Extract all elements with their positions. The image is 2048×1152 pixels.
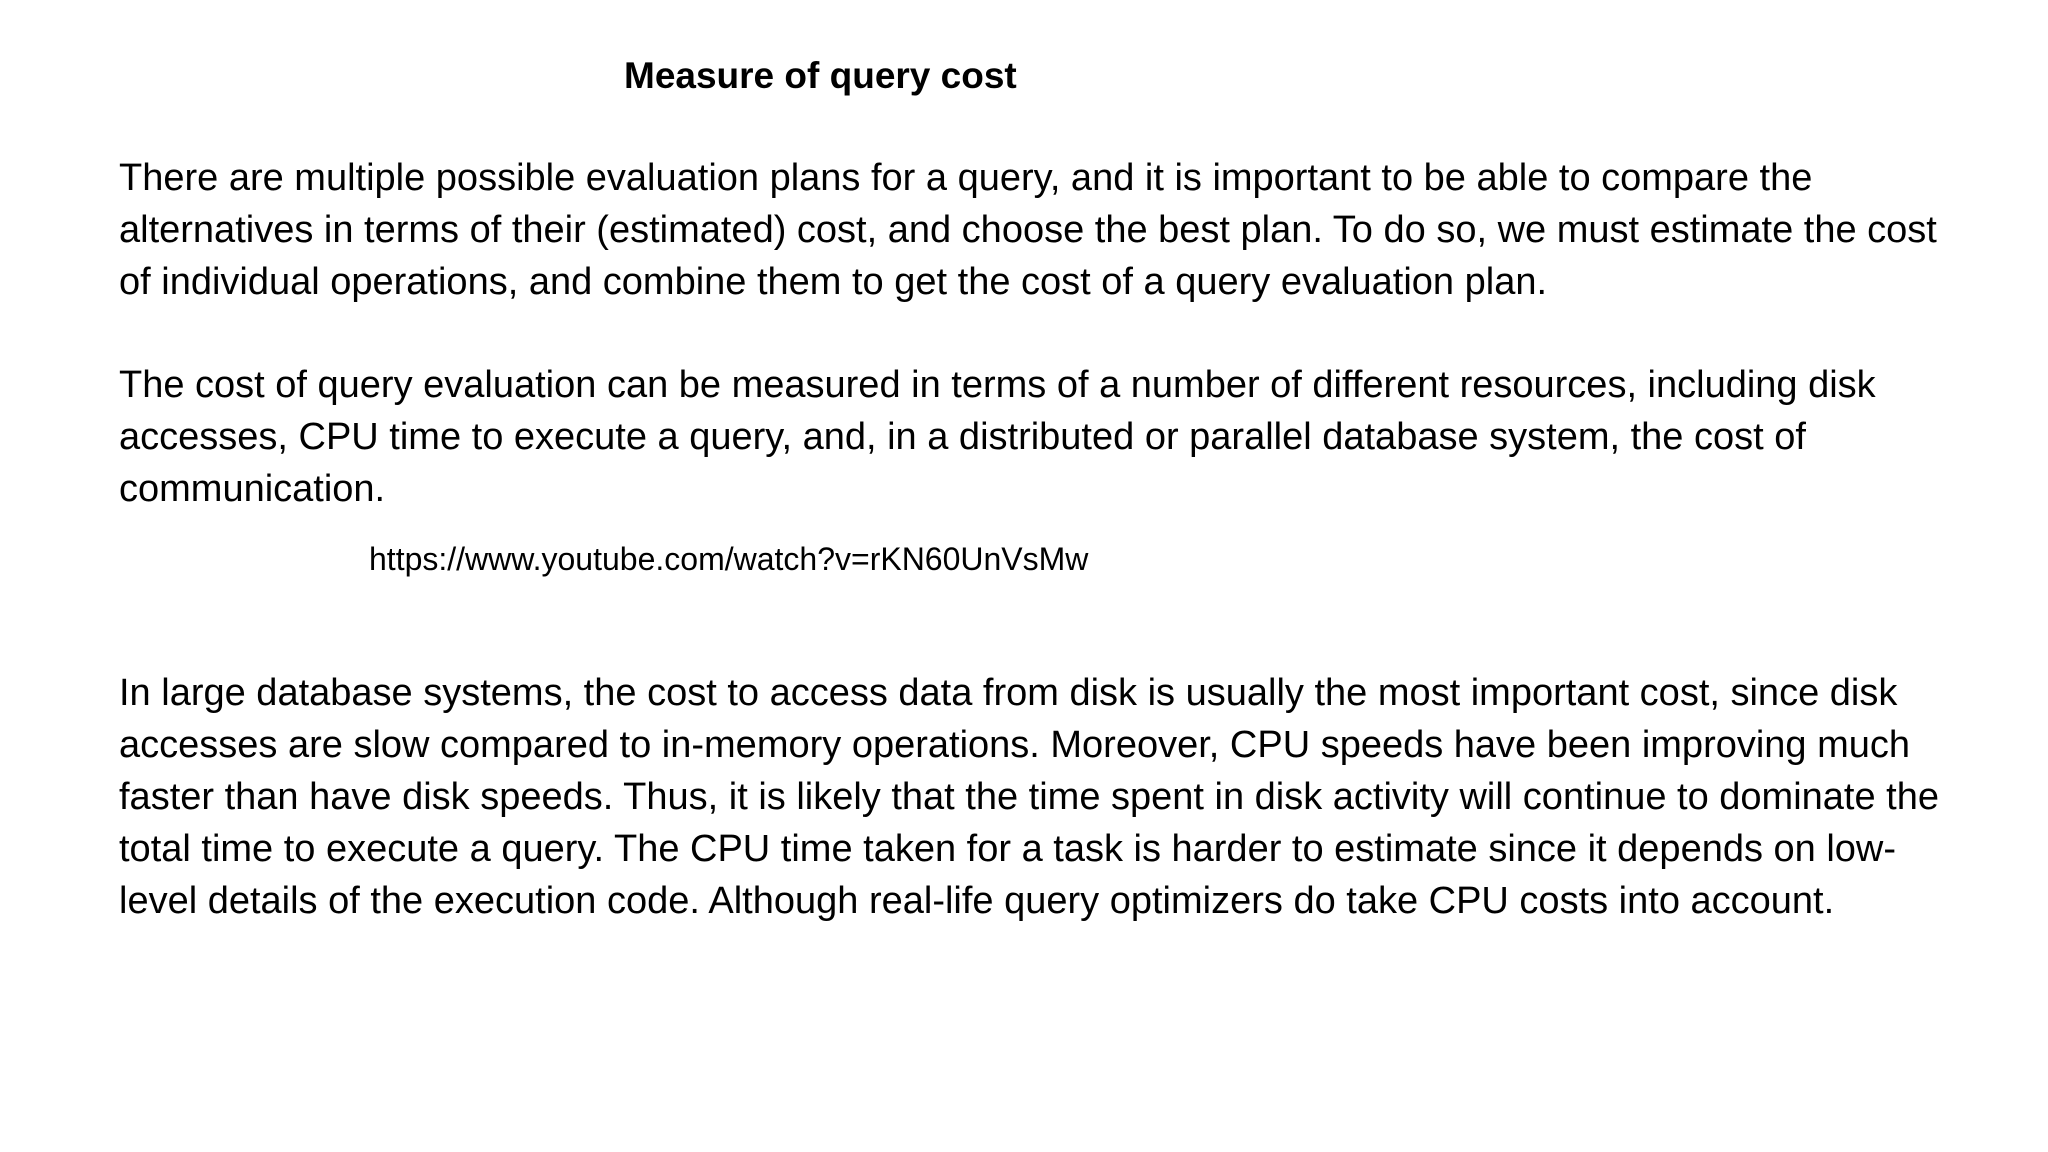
paragraph-disk-cost: In large database systems, the cost to access data from disk is usually the most important cost, since disk accesses are slow compared to in-memory operations. Moreover, CPU speeds have been improving much faster than have disk speeds. Thus, it is likely that the time spent in disk activity will continue to dominate the total time to execute a query. The CPU time taken for a task is harder to estimate since it depends on low-level details of the execution code. Although real-life query optimizers do take CPU costs into account. xyxy=(119,672,1939,922)
video-link[interactable]: https://www.youtube.com/watch?v=rKN60UnVsMw xyxy=(369,541,1089,577)
paragraph-evaluation-plans: There are multiple possible evaluation plans for a query, and it is important to be able to compare the alternatives in terms of their (estimated) cost, and choose the best plan. To do so, we must estimate the cost of individual operations, and combine them to get the cost of a query evaluation plan. xyxy=(119,157,1937,303)
paragraph-cost-resources: The cost of query evaluation can be measured in terms of a number of different resources, including disk accesses, CPU time to execute a query, and, in a distributed or parallel database system, the cost of communication. xyxy=(119,364,1876,510)
slide-title: Measure of query cost xyxy=(624,55,1017,96)
